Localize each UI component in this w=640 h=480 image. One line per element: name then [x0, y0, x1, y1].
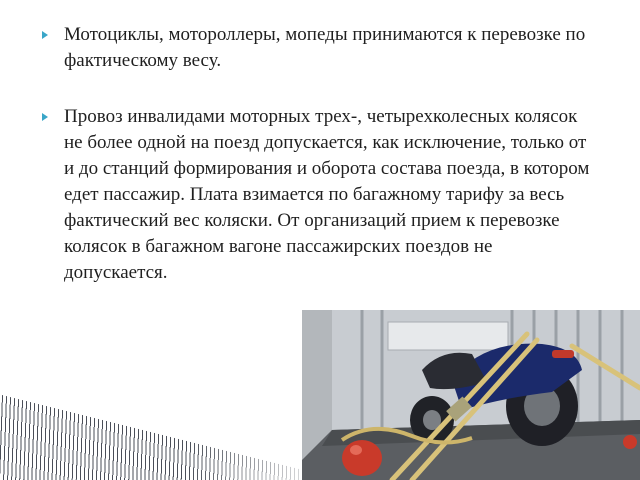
bullet-arrow-icon	[42, 113, 48, 121]
bullet-arrow-icon	[42, 31, 48, 39]
bullet-item-motorcycles	[40, 22, 600, 74]
bullet-list	[40, 22, 600, 316]
bullet-item-wheelchairs	[40, 104, 600, 286]
motorcycle-photo	[302, 310, 640, 480]
motorcycle-photo-drawing	[302, 310, 640, 480]
decorative-fade	[0, 380, 320, 480]
bullet-text: Мотоциклы, мотороллеры, мопеды принимаются к перевозке по фактическому весу.	[64, 24, 586, 71]
bullet-text: Провоз инвалидами моторных трех-, четырехколесных колясок не более одной на поезд допускается, как исключение, только от и до станций формирования и оборота состава поезда, в котором едет пассажир. Плата взимается по багажному тарифу за весь фактический вес коляски. От организаций прием к перевозке колясок в багажном вагоне пассажирских поездов не допускается.	[64, 106, 590, 283]
